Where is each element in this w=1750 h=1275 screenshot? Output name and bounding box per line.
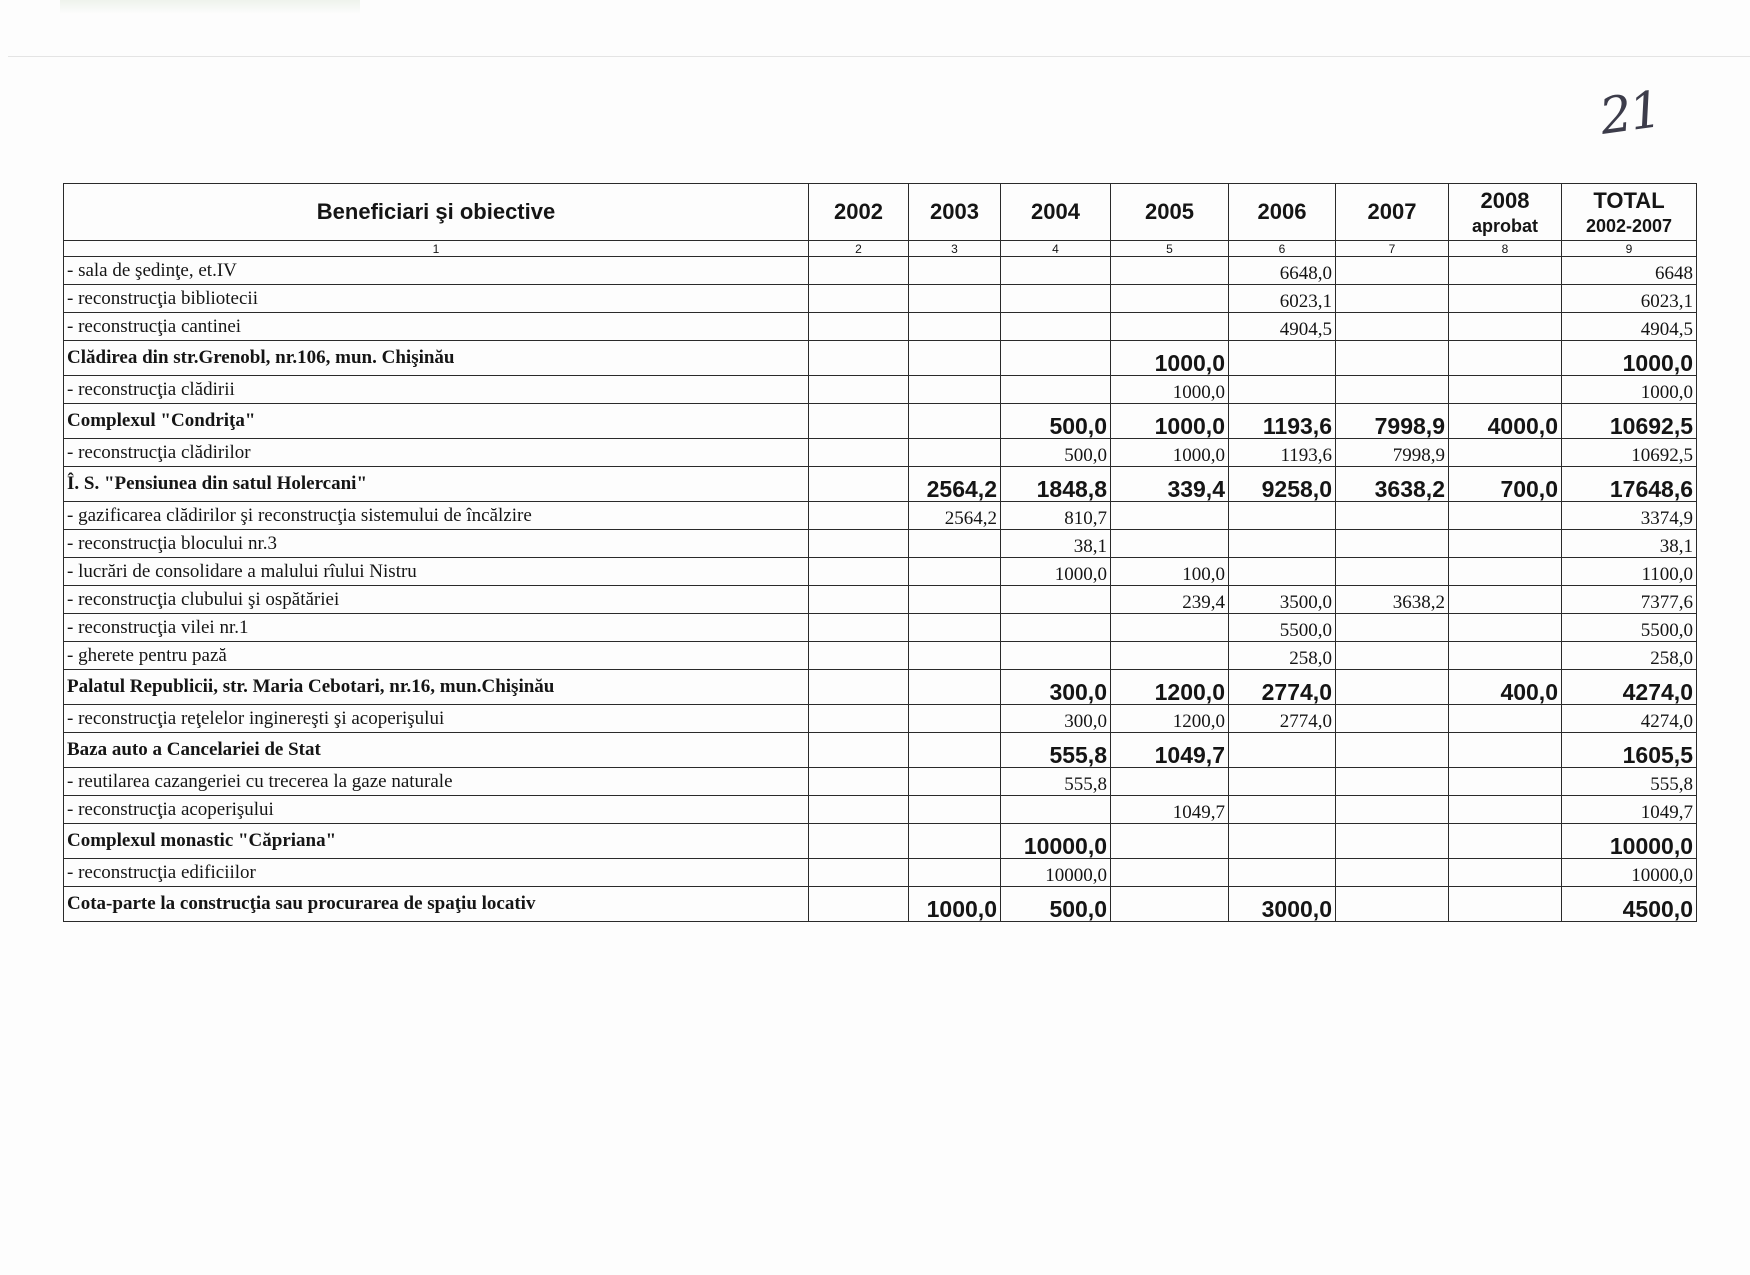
item-row (64, 796, 1697, 824)
value-cell (1449, 733, 1562, 768)
item-row (64, 502, 1697, 530)
item-label: - reconstrucţia blocului nr.3 (64, 530, 809, 558)
value-cell (1336, 285, 1449, 313)
value-cell: 555,8 (1001, 768, 1111, 796)
value-cell (1449, 586, 1562, 614)
item-label: - gazificarea clădirilor şi reconstrucţia sistemului de încălzire (64, 502, 809, 530)
value-cell: 1200,0 (1111, 670, 1229, 705)
value-cell (1449, 614, 1562, 642)
value-cell: 10000,0 (1001, 824, 1111, 859)
budget-table (63, 183, 1697, 922)
header-col-5 (1111, 184, 1229, 241)
value-cell (809, 530, 909, 558)
handwritten-page-number: 21 (1596, 80, 1664, 146)
value-cell (809, 796, 909, 824)
header-col-7 (1336, 184, 1449, 241)
value-cell: 1000,0 (909, 887, 1001, 922)
value-cell: 5500,0 (1229, 614, 1336, 642)
value-cell: 239,4 (1111, 586, 1229, 614)
value-cell (1229, 502, 1336, 530)
value-cell (1336, 376, 1449, 404)
value-cell: 4274,0 (1562, 705, 1697, 733)
value-cell (809, 376, 909, 404)
value-cell: 38,1 (1001, 530, 1111, 558)
value-cell: 2564,2 (909, 467, 1001, 502)
value-cell (1449, 313, 1562, 341)
value-cell (909, 705, 1001, 733)
group-row (64, 824, 1697, 859)
value-cell (809, 705, 909, 733)
item-label: - reutilarea cazangeriei cu trecerea la gaze naturale (64, 768, 809, 796)
value-cell: 3638,2 (1336, 586, 1449, 614)
value-cell (1001, 642, 1111, 670)
column-number: 5 (1111, 241, 1229, 257)
value-cell (1449, 796, 1562, 824)
value-cell (909, 733, 1001, 768)
header-label: TOTAL (1593, 187, 1665, 213)
value-cell: 4274,0 (1562, 670, 1697, 705)
value-cell (909, 614, 1001, 642)
value-cell (1111, 824, 1229, 859)
value-cell: 7377,6 (1562, 586, 1697, 614)
value-cell: 2774,0 (1229, 670, 1336, 705)
value-cell (1336, 887, 1449, 922)
value-cell: 555,8 (1001, 733, 1111, 768)
value-cell: 1000,0 (1111, 439, 1229, 467)
header-col-2 (809, 184, 909, 241)
value-cell: 300,0 (1001, 670, 1111, 705)
column-number: 2 (809, 241, 909, 257)
header-sublabel: aprobat (1471, 215, 1538, 236)
value-cell (1229, 558, 1336, 586)
page-top-edge (8, 56, 1750, 57)
value-cell (809, 887, 909, 922)
value-cell (809, 768, 909, 796)
item-label: - reconstrucţia vilei nr.1 (64, 614, 809, 642)
item-row (64, 313, 1697, 341)
value-cell (809, 285, 909, 313)
value-cell: 258,0 (1562, 642, 1697, 670)
value-cell (1111, 887, 1229, 922)
value-cell (909, 824, 1001, 859)
value-cell (1001, 313, 1111, 341)
item-row (64, 705, 1697, 733)
header-col-4 (1001, 184, 1111, 241)
item-row (64, 859, 1697, 887)
value-cell (1001, 341, 1111, 376)
column-number: 7 (1336, 241, 1449, 257)
value-cell (809, 467, 909, 502)
value-cell: 10000,0 (1001, 859, 1111, 887)
item-label: - reconstrucţia edificiilor (64, 859, 809, 887)
value-cell: 3500,0 (1229, 586, 1336, 614)
item-row (64, 285, 1697, 313)
value-cell (1001, 376, 1111, 404)
value-cell (909, 586, 1001, 614)
item-label: - reconstrucţia clubului şi ospătăriei (64, 586, 809, 614)
value-cell: 1605,5 (1562, 733, 1697, 768)
item-row (64, 586, 1697, 614)
header-label: 2008 (1480, 187, 1530, 213)
value-cell: 17648,6 (1562, 467, 1697, 502)
value-cell: 1000,0 (1562, 376, 1697, 404)
value-cell (909, 859, 1001, 887)
header-label: 2003 (930, 199, 979, 224)
value-cell (1336, 670, 1449, 705)
value-cell (1449, 341, 1562, 376)
column-number: 3 (909, 241, 1001, 257)
value-cell (1229, 341, 1336, 376)
value-cell (1336, 796, 1449, 824)
value-cell: 38,1 (1562, 530, 1697, 558)
column-number-row (64, 241, 1697, 257)
value-cell (809, 341, 909, 376)
value-cell (1449, 824, 1562, 859)
value-cell (809, 733, 909, 768)
value-cell (909, 341, 1001, 376)
value-cell: 10000,0 (1562, 859, 1697, 887)
value-cell: 3638,2 (1336, 467, 1449, 502)
value-cell: 2564,2 (909, 502, 1001, 530)
value-cell (1449, 285, 1562, 313)
value-cell (909, 285, 1001, 313)
header-label: 2006 (1257, 199, 1307, 224)
item-row (64, 376, 1697, 404)
header-label: Beneficiari şi obiective (316, 199, 556, 224)
value-cell (1111, 502, 1229, 530)
value-cell: 10692,5 (1562, 404, 1697, 439)
value-cell (909, 642, 1001, 670)
value-cell (909, 404, 1001, 439)
value-cell: 3374,9 (1562, 502, 1697, 530)
header-row (64, 184, 1697, 241)
value-cell (1001, 796, 1111, 824)
column-number: 6 (1229, 241, 1336, 257)
value-cell (809, 586, 909, 614)
value-cell (809, 614, 909, 642)
value-cell: 7998,9 (1336, 404, 1449, 439)
value-cell (909, 376, 1001, 404)
item-label: - reconstrucţia clădirii (64, 376, 809, 404)
value-cell: 500,0 (1001, 404, 1111, 439)
value-cell (909, 558, 1001, 586)
group-row (64, 341, 1697, 376)
value-cell: 1000,0 (1111, 376, 1229, 404)
value-cell (1449, 439, 1562, 467)
item-row (64, 642, 1697, 670)
value-cell: 2774,0 (1229, 705, 1336, 733)
value-cell (809, 642, 909, 670)
item-row (64, 558, 1697, 586)
header-label: 2005 (1145, 199, 1194, 224)
value-cell (909, 796, 1001, 824)
column-number: 1 (64, 241, 809, 257)
item-row (64, 614, 1697, 642)
value-cell: 6648,0 (1229, 257, 1336, 285)
value-cell (1336, 705, 1449, 733)
value-cell (1336, 530, 1449, 558)
value-cell (1449, 376, 1562, 404)
header-label: 2002 (834, 199, 883, 224)
value-cell (909, 530, 1001, 558)
value-cell (1336, 733, 1449, 768)
group-label: Î. S. "Pensiunea din satul Holercani" (64, 467, 809, 502)
value-cell: 4904,5 (1562, 313, 1697, 341)
value-cell (1336, 859, 1449, 887)
group-label: Baza auto a Cancelariei de Stat (64, 733, 809, 768)
value-cell: 1100,0 (1562, 558, 1697, 586)
value-cell: 500,0 (1001, 439, 1111, 467)
value-cell: 1200,0 (1111, 705, 1229, 733)
value-cell: 10692,5 (1562, 439, 1697, 467)
value-cell (1449, 705, 1562, 733)
value-cell (1111, 642, 1229, 670)
value-cell: 4500,0 (1562, 887, 1697, 922)
value-cell: 258,0 (1229, 642, 1336, 670)
value-cell (1449, 530, 1562, 558)
item-label: - reconstrucţia bibliotecii (64, 285, 809, 313)
value-cell (809, 670, 909, 705)
value-cell (1449, 859, 1562, 887)
value-cell (809, 502, 909, 530)
value-cell (1229, 859, 1336, 887)
value-cell (909, 257, 1001, 285)
value-cell (1336, 642, 1449, 670)
value-cell: 6023,1 (1562, 285, 1697, 313)
value-cell (1001, 257, 1111, 285)
value-cell: 4904,5 (1229, 313, 1336, 341)
value-cell (909, 768, 1001, 796)
header-sublabel: 2002-2007 (1585, 215, 1673, 236)
group-row (64, 467, 1697, 502)
value-cell (1336, 558, 1449, 586)
value-cell (1449, 257, 1562, 285)
value-cell: 339,4 (1111, 467, 1229, 502)
value-cell: 300,0 (1001, 705, 1111, 733)
value-cell: 3000,0 (1229, 887, 1336, 922)
value-cell (809, 859, 909, 887)
group-row (64, 670, 1697, 705)
value-cell: 400,0 (1449, 670, 1562, 705)
item-row (64, 439, 1697, 467)
value-cell: 6648 (1562, 257, 1697, 285)
value-cell (1336, 502, 1449, 530)
column-number: 4 (1001, 241, 1111, 257)
item-label: - lucrări de consolidare a malului rîului Nistru (64, 558, 809, 586)
group-label: Complexul monastic "Căpriana" (64, 824, 809, 859)
value-cell (1449, 558, 1562, 586)
value-cell (1336, 614, 1449, 642)
item-row (64, 530, 1697, 558)
item-label: - reconstrucţia reţelelor inginereşti şi acoperişului (64, 705, 809, 733)
value-cell: 1193,6 (1229, 439, 1336, 467)
value-cell: 9258,0 (1229, 467, 1336, 502)
value-cell (1229, 733, 1336, 768)
value-cell (1336, 341, 1449, 376)
item-label: - reconstrucţia cantinei (64, 313, 809, 341)
value-cell: 4000,0 (1449, 404, 1562, 439)
value-cell (1229, 768, 1336, 796)
item-label: - gherete pentru pază (64, 642, 809, 670)
value-cell: 1000,0 (1001, 558, 1111, 586)
value-cell: 1000,0 (1111, 341, 1229, 376)
value-cell (1229, 376, 1336, 404)
scan-smudge (60, 0, 360, 14)
group-row (64, 733, 1697, 768)
value-cell (1336, 824, 1449, 859)
item-label: - sala de şedinţe, et.IV (64, 257, 809, 285)
value-cell (1111, 530, 1229, 558)
value-cell: 6023,1 (1229, 285, 1336, 313)
group-row (64, 887, 1697, 922)
value-cell (1001, 614, 1111, 642)
group-label: Complexul "Condriţa" (64, 404, 809, 439)
group-label: Palatul Republicii, str. Maria Cebotari, nr.16, mun.Chişinău (64, 670, 809, 705)
header-label: 2004 (1031, 199, 1080, 224)
header-beneficiari (64, 184, 809, 241)
value-cell (1229, 530, 1336, 558)
value-cell (809, 313, 909, 341)
value-cell (1336, 313, 1449, 341)
value-cell (1001, 285, 1111, 313)
value-cell: 1000,0 (1562, 341, 1697, 376)
value-cell: 10000,0 (1562, 824, 1697, 859)
value-cell (1229, 824, 1336, 859)
value-cell (1111, 313, 1229, 341)
value-cell (1111, 614, 1229, 642)
value-cell (1449, 768, 1562, 796)
value-cell: 1049,7 (1562, 796, 1697, 824)
group-row (64, 404, 1697, 439)
value-cell (809, 439, 909, 467)
value-cell: 5500,0 (1562, 614, 1697, 642)
group-label: Cota-parte la construcţia sau procurarea de spaţiu locativ (64, 887, 809, 922)
value-cell (809, 257, 909, 285)
value-cell: 555,8 (1562, 768, 1697, 796)
value-cell: 500,0 (1001, 887, 1111, 922)
value-cell (909, 670, 1001, 705)
value-cell (809, 404, 909, 439)
value-cell: 1049,7 (1111, 796, 1229, 824)
value-cell (909, 439, 1001, 467)
header-col-9 (1562, 184, 1697, 241)
value-cell: 1848,8 (1001, 467, 1111, 502)
column-number: 9 (1562, 241, 1697, 257)
value-cell (1111, 768, 1229, 796)
value-cell (1336, 768, 1449, 796)
value-cell (809, 824, 909, 859)
column-number: 8 (1449, 241, 1562, 257)
value-cell (909, 313, 1001, 341)
value-cell (1336, 257, 1449, 285)
value-cell (1229, 796, 1336, 824)
item-label: - reconstrucţia clădirilor (64, 439, 809, 467)
value-cell: 700,0 (1449, 467, 1562, 502)
header-col-8 (1449, 184, 1562, 241)
value-cell (1449, 642, 1562, 670)
value-cell: 1193,6 (1229, 404, 1336, 439)
header-col-3 (909, 184, 1001, 241)
item-row (64, 768, 1697, 796)
value-cell (809, 558, 909, 586)
value-cell: 7998,9 (1336, 439, 1449, 467)
value-cell (1111, 257, 1229, 285)
value-cell: 1049,7 (1111, 733, 1229, 768)
header-label: 2007 (1367, 199, 1417, 224)
value-cell: 810,7 (1001, 502, 1111, 530)
value-cell (1449, 887, 1562, 922)
value-cell (1111, 859, 1229, 887)
table-body (64, 257, 1697, 922)
group-label: Clădirea din str.Grenobl, nr.106, mun. Chişinău (64, 341, 809, 376)
value-cell: 100,0 (1111, 558, 1229, 586)
header-col-6 (1229, 184, 1336, 241)
item-label: - reconstrucţia acoperişului (64, 796, 809, 824)
value-cell (1449, 502, 1562, 530)
value-cell (1001, 586, 1111, 614)
value-cell: 1000,0 (1111, 404, 1229, 439)
item-row (64, 257, 1697, 285)
value-cell (1111, 285, 1229, 313)
